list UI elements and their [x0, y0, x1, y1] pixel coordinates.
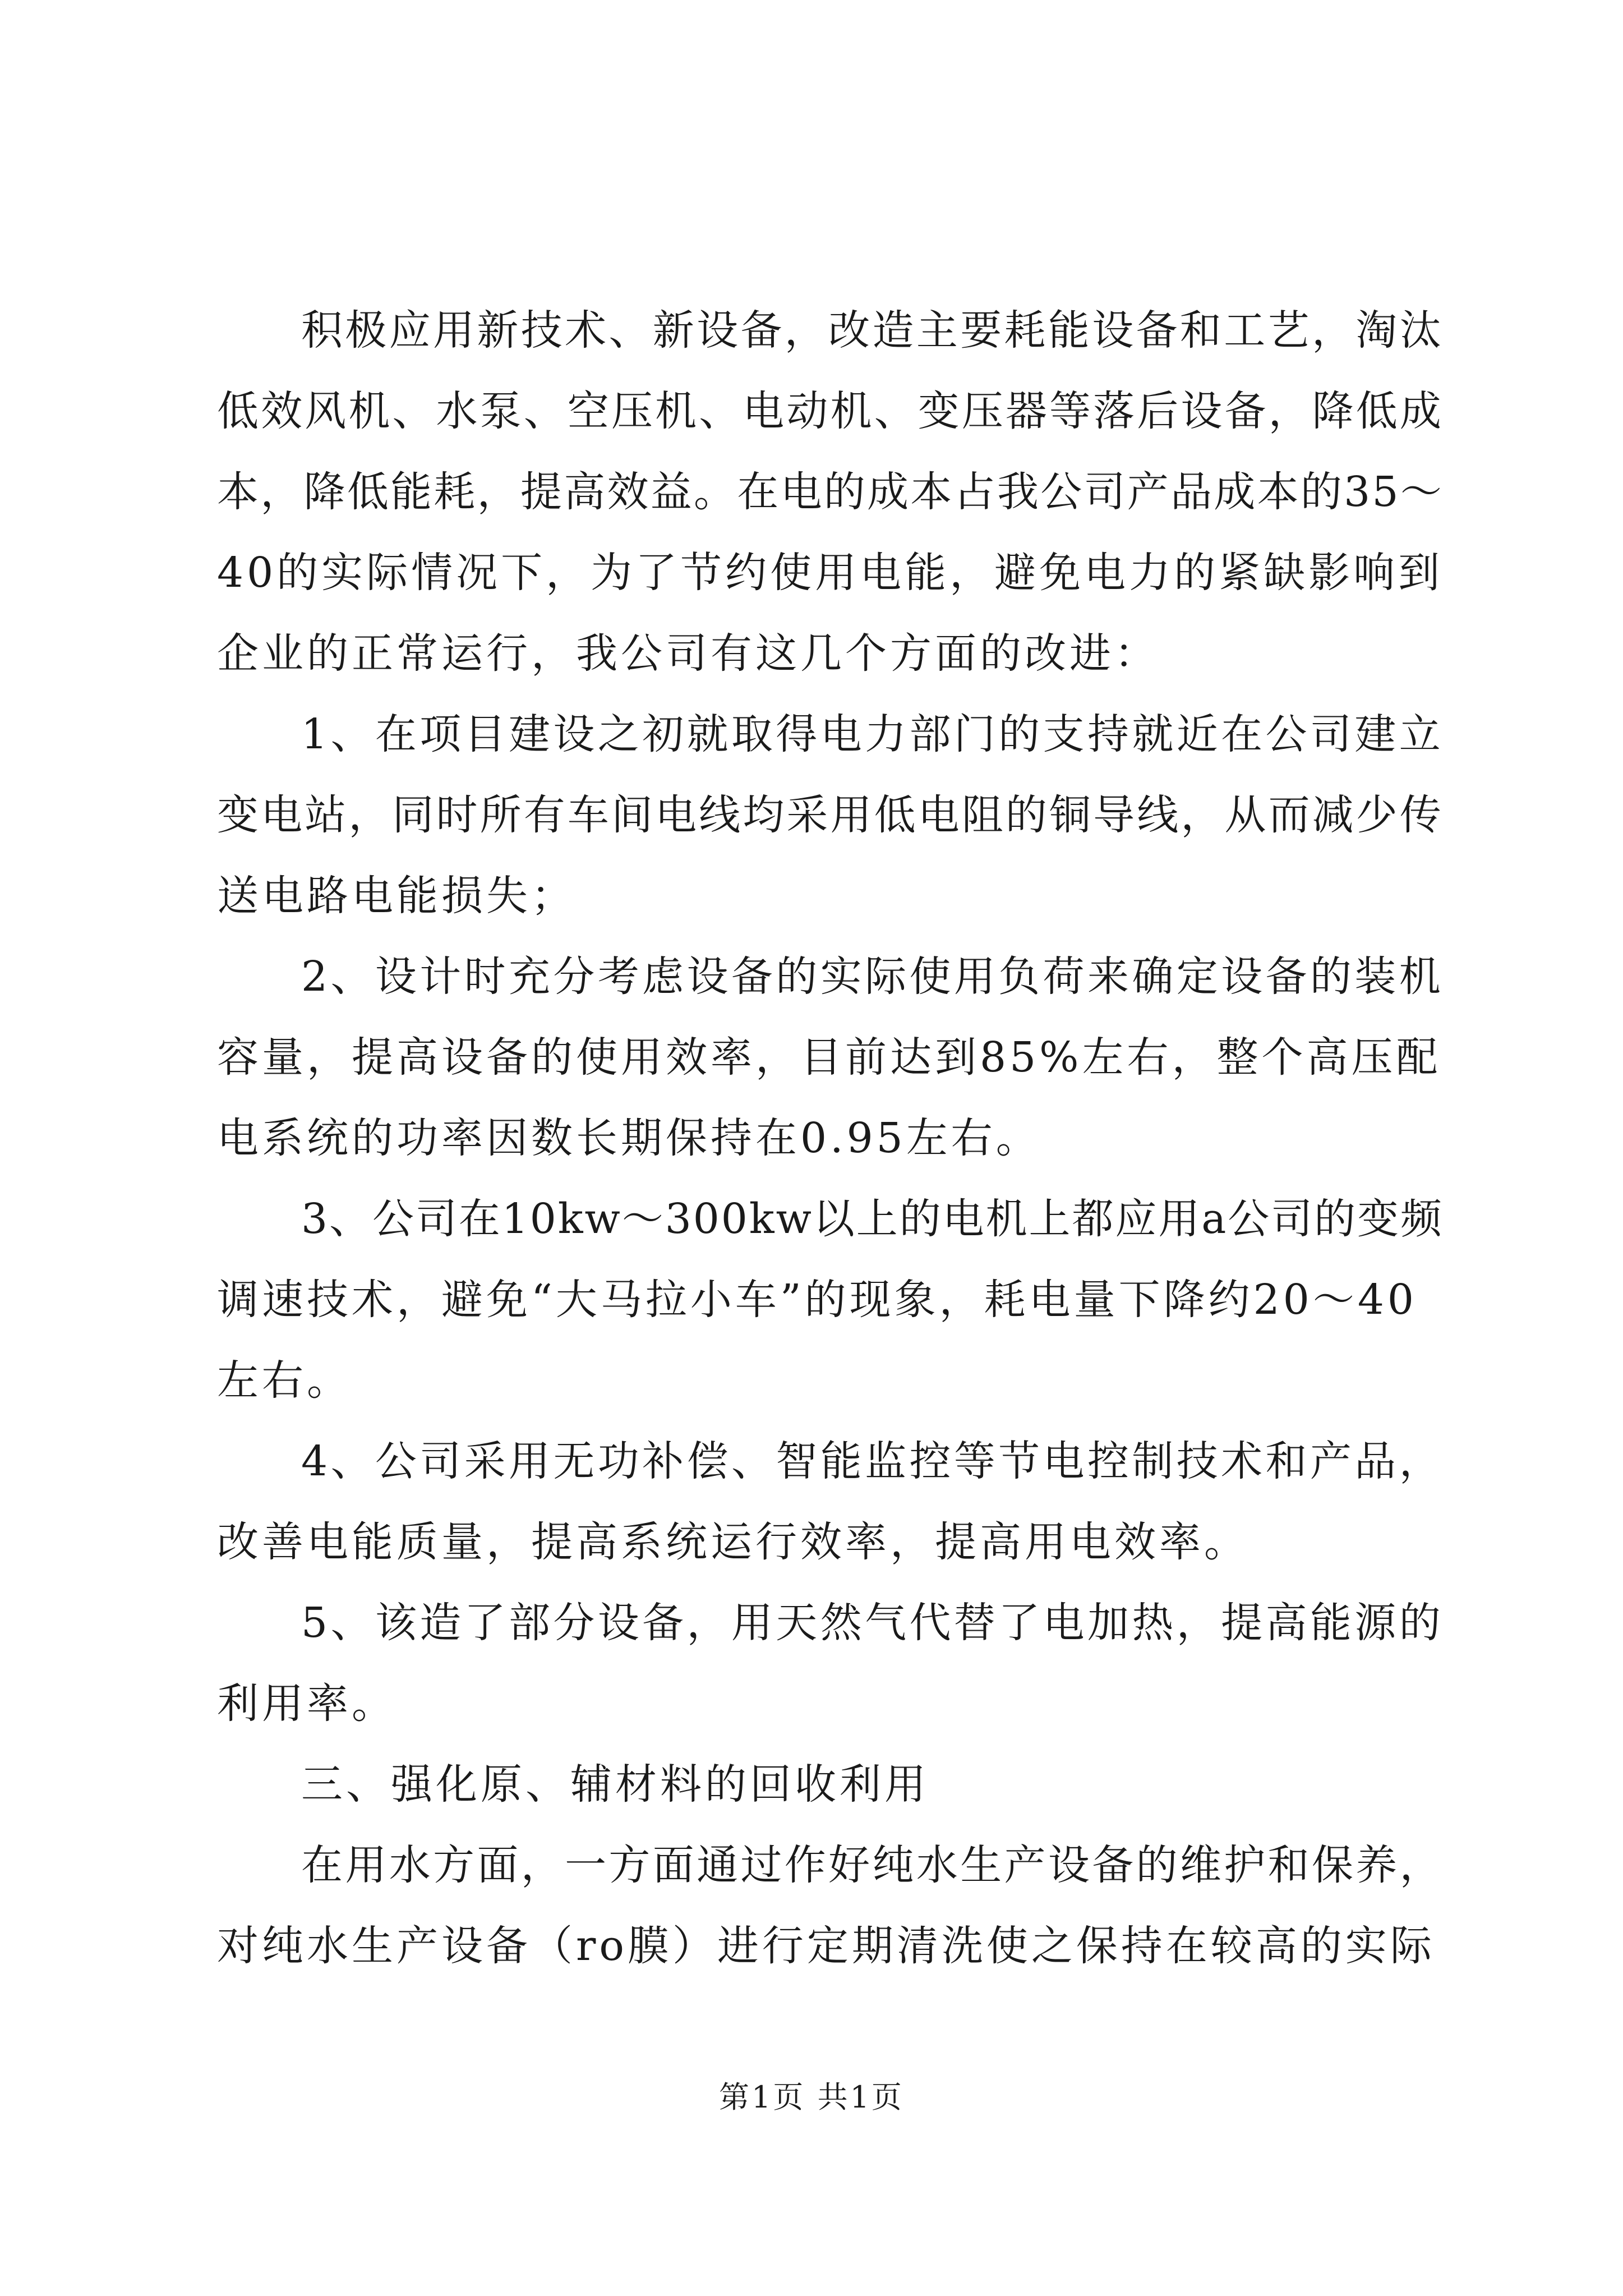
text-line: 2、设计时充分考虑设备的实际使用负荷来确定设备的装机 [301, 953, 1444, 1001]
page-footer: 第1页 共1页 [719, 2079, 904, 2115]
text-line: 对纯水生产设备（ro膜）进行定期清洗使之保持在较高的实际 [217, 1922, 1435, 1970]
text-line: 低效风机、水泵、空压机、电动机、变压器等落后设备，降低成 [217, 387, 1444, 435]
text-line: 积极应用新技术、新设备，改造主要耗能设备和工艺，淘汰 [301, 306, 1444, 355]
text-line: 容量，提高设备的使用效率，目前达到85%左右，整个高压配 [217, 1033, 1441, 1082]
text-line: 利用率。 [217, 1680, 396, 1728]
text-line: 电系统的功率因数长期保持在0.95左右。 [217, 1114, 1041, 1162]
text-line: 4、公司采用无功补偿、智能监控等节电控制技术和产品， [301, 1437, 1444, 1485]
text-line: 变电站，同时所有车间电线均采用低电阻的铜导线，从而减少传 [217, 791, 1444, 839]
section-heading: 三、强化原、辅材料的回收利用 [301, 1760, 929, 1809]
text-line: 3、公司在10kw～300kw以上的电机上都应用a公司的变频 [301, 1195, 1444, 1243]
text-line: 调速技术，避免“大马拉小车”的现象，耗电量下降约20～40 [217, 1276, 1417, 1324]
text-line: 企业的正常运行，我公司有这几个方面的改进： [217, 629, 1159, 678]
text-line: 40的实际情况下，为了节约使用电能，避免电力的紧缺影响到 [217, 549, 1444, 597]
text-line: 送电路电能损失； [217, 872, 576, 920]
text-line: 1、在项目建设之初就取得电力部门的支持就近在公司建立 [301, 710, 1444, 758]
text-line: 在用水方面，一方面通过作好纯水生产设备的维护和保养， [301, 1841, 1444, 1889]
text-line: 本，降低能耗，提高效益。在电的成本占我公司产品成本的35～ [217, 468, 1444, 516]
text-line: 改善电能质量，提高系统运行效率，提高用电效率。 [217, 1518, 1249, 1566]
text-line: 左右。 [217, 1356, 352, 1405]
text-line: 5、该造了部分设备，用天然气代替了电加热，提高能源的 [301, 1599, 1444, 1647]
